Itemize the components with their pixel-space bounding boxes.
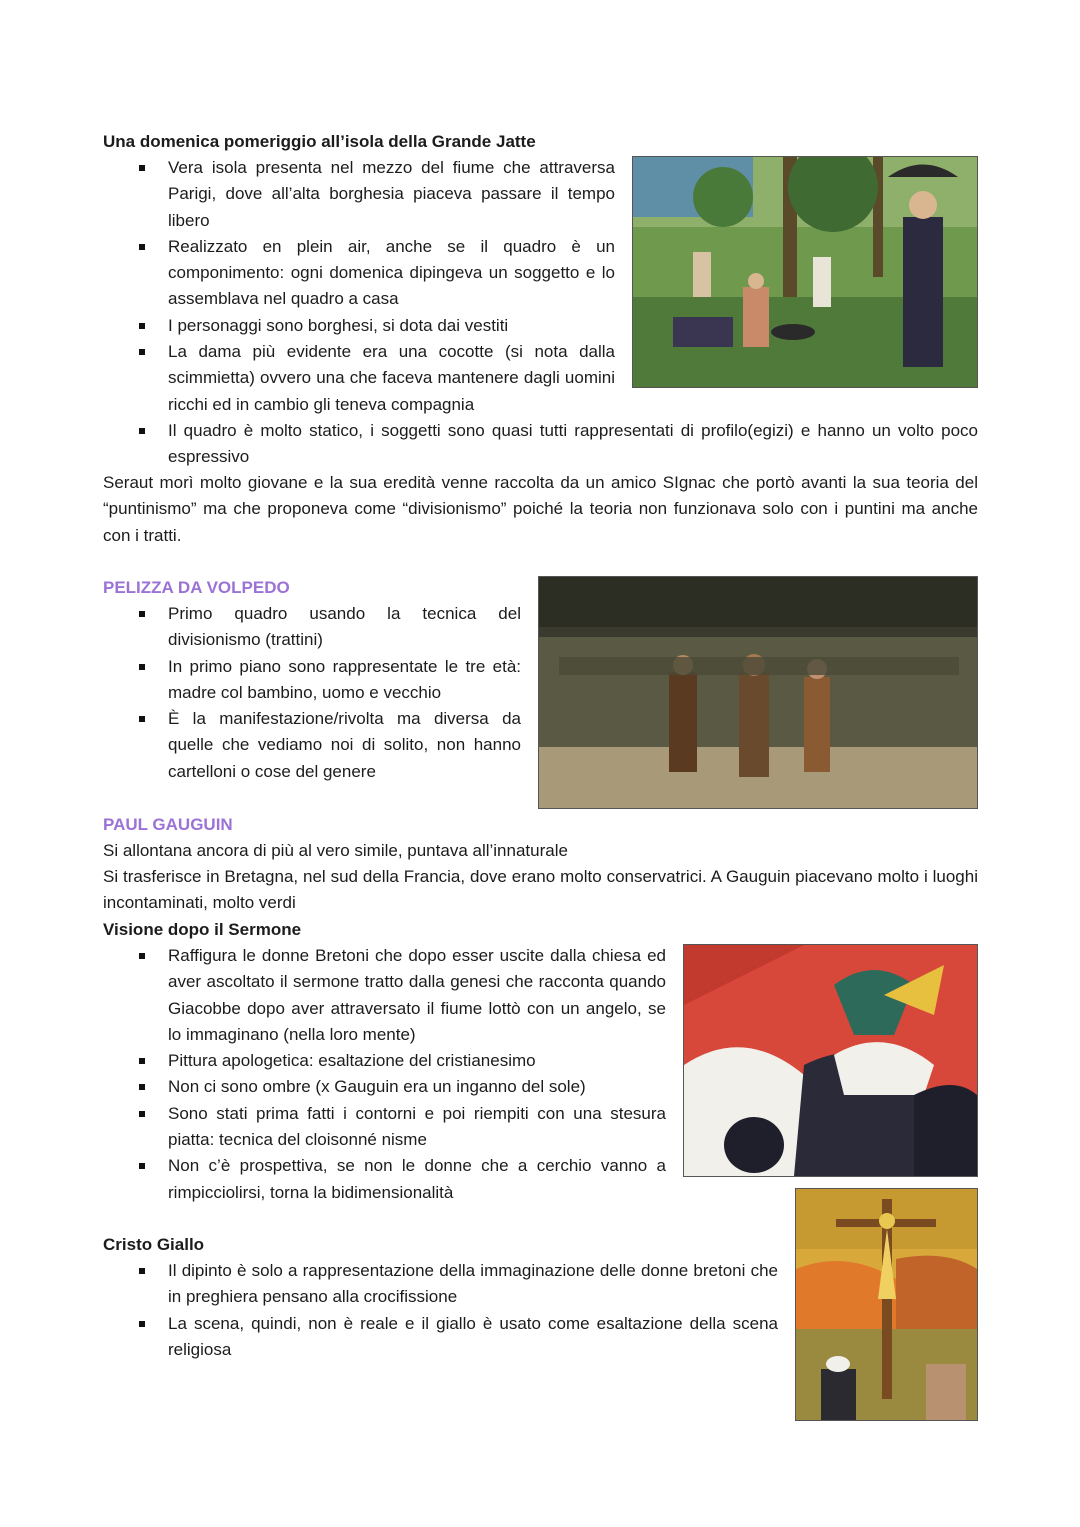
cristo-giallo-painting xyxy=(795,1188,978,1421)
gauguin-intro-1: Si allontana ancora di più al vero simile, puntava all’innaturale xyxy=(103,841,568,860)
list-item: Raffigura le donne Bretoni che dopo esser uscite dalla chiesa ed aver ascoltato il sermone tratto dalla genesi che racconta quando Giacobbe dopo aver attraversato il fiume lottò con un angelo, se lo immaginano (nella loro mente) xyxy=(103,943,666,1048)
gauguin-title: PAUL GAUGUIN xyxy=(103,815,233,834)
cristo-title: Cristo Giallo xyxy=(103,1235,205,1254)
quarto-stato-painting xyxy=(538,576,978,809)
gauguin-intro-2: Si trasferisce in Bretagna, nel sud della Francia, dove erano molto conservatrici. A Gauguin piacevano molto i luoghi incontaminati, molto verdi xyxy=(103,867,978,913)
list-item: Non c’è prospettiva, se non le donne che a cerchio vanno a rimpicciolirsi, torna la bidimensionalità xyxy=(103,1153,666,1206)
sermone-title: Visione dopo il Sermone xyxy=(103,920,302,939)
list-item: Sono stati prima fatti i contorni e poi riempiti con una stesura piatta: tecnica del cloisonné nisme xyxy=(103,1101,666,1154)
jatte-bullet-list xyxy=(103,155,615,418)
grande-jatte-painting xyxy=(632,156,978,388)
list-item: È la manifestazione/rivolta ma diversa da quelle che vediamo noi di solito, non hanno cartelloni o cose del genere xyxy=(103,706,521,785)
pelizza-title: PELIZZA DA VOLPEDO xyxy=(103,578,290,597)
sermone-bullet-list xyxy=(103,943,666,1206)
list-item: Realizzato en plein air, anche se il quadro è un componimento: ogni domenica dipingeva un soggetto e lo assemblava nel quadro a casa xyxy=(103,234,615,313)
list-item: I personaggi sono borghesi, si dota dai vestiti xyxy=(103,313,615,339)
list-item: Il dipinto è solo a rappresentazione della immaginazione delle donne bretoni che in preghiera pensano alla crocifissione xyxy=(103,1258,778,1311)
pelizza-bullet-list xyxy=(103,601,521,785)
visione-sermone-painting xyxy=(683,944,978,1177)
jatte-paragraph: Seraut morì molto giovane e la sua eredità venne raccolta da un amico SIgnac che portò avanti la sua teoria del “puntinismo” ma che proponeva come “divisionismo” poiché la teoria non funzionava solo con i puntini ma anche con i tratti. xyxy=(103,473,978,545)
list-item: Primo quadro usando la tecnica del divisionismo (trattini) xyxy=(103,601,521,654)
jatte-bullet-list-wide xyxy=(103,418,978,471)
list-item: La dama più evidente era una cocotte (si nota dalla scimmietta) ovvero una che faceva mantenere dagli uomini ricchi ed in cambio gli teneva compagnia xyxy=(103,339,615,418)
list-item: La scena, quindi, non è reale e il giallo è usato come esaltazione della scena religiosa xyxy=(103,1311,778,1364)
list-item: Non ci sono ombre (x Gauguin era un inganno del sole) xyxy=(103,1074,666,1100)
jatte-title: Una domenica pomeriggio all’isola della Grande Jatte xyxy=(103,132,536,151)
list-item: Vera isola presenta nel mezzo del fiume che attraversa Parigi, dove all’alta borghesia piaceva passare il tempo libero xyxy=(103,155,615,234)
list-item: Pittura apologetica: esaltazione del cristianesimo xyxy=(103,1048,666,1074)
cristo-bullet-list xyxy=(103,1258,778,1363)
list-item: In primo piano sono rappresentate le tre età: madre col bambino, uomo e vecchio xyxy=(103,654,521,707)
list-item: Il quadro è molto statico, i soggetti sono quasi tutti rappresentati di profilo(egizi) e hanno un volto poco espressivo xyxy=(103,418,978,471)
